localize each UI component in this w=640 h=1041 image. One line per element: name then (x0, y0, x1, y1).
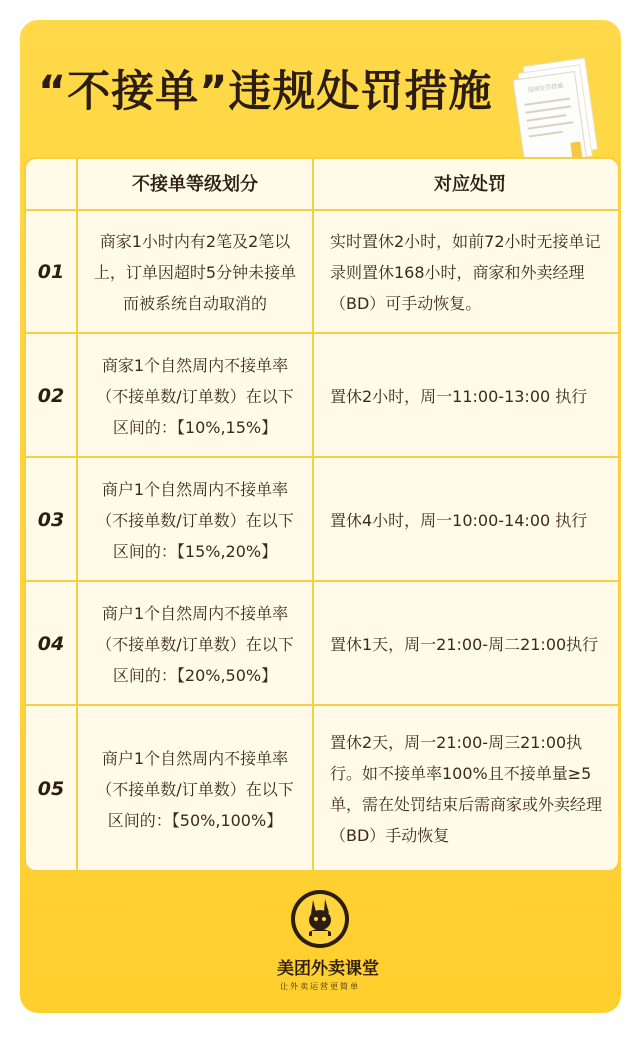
table-row (26, 209, 618, 334)
page-title: “不接单”违规处罚措施 (38, 67, 493, 117)
row-number: 01 (26, 211, 78, 334)
poster-card (20, 20, 621, 1013)
row-level: 商家1小时内有2笔及2笔以上，订单因超时5分钟未接单而被系统自动取消的 (78, 211, 314, 334)
kangaroo-logo-icon (289, 888, 351, 950)
row-level: 商户1个自然周内不接单率（不接单数/订单数）在以下区间的：【20%,50%】 (78, 582, 314, 706)
brand-logo (277, 888, 379, 992)
row-penalty: 置休1天，周一21:00-周二21:00执行 (330, 634, 599, 654)
penalty-table (24, 157, 620, 872)
header-penalty: 对应处罚 (434, 173, 506, 195)
brand-name: 美团外卖课堂 (277, 959, 379, 979)
row-level: 商家1个自然周内不接单率（不接单数/订单数）在以下区间的：【10%,15%】 (78, 334, 314, 458)
table-row (26, 704, 618, 872)
row-penalty: 置休2天，周一21:00-周三21:00执行。如不接单率100%且不接单量≥5单，需在处罚结束后需商家或外卖经理（BD）手动恢复 (330, 733, 603, 845)
row-penalty: 实时置休2小时，如前72小时无接单记录则置休168小时，商家和外卖经理（BD）可手动恢复。 (330, 232, 601, 313)
doc-label: 违规处罚措施 (527, 82, 564, 95)
table-row (26, 456, 618, 582)
table-row (26, 580, 618, 706)
row-level: 商户1个自然周内不接单率（不接单数/订单数）在以下区间的：【50%,100%】 (78, 706, 314, 872)
table-header-row (26, 159, 618, 209)
row-number: 02 (26, 334, 78, 458)
table-row (26, 332, 618, 458)
row-penalty: 置休2小时，周一11:00-13:00 执行 (330, 386, 588, 406)
row-number: 03 (26, 458, 78, 582)
row-number: 05 (26, 706, 78, 872)
header-no-cell (26, 159, 78, 209)
row-level: 商户1个自然周内不接单率（不接单数/订单数）在以下区间的：【15%,20%】 (78, 458, 314, 582)
brand-slogan: 让外卖运营更简单 (280, 982, 360, 991)
header-level: 不接单等级划分 (78, 159, 314, 209)
row-penalty: 置休4小时，周一10:00-14:00 执行 (330, 510, 588, 530)
row-number: 04 (26, 582, 78, 706)
